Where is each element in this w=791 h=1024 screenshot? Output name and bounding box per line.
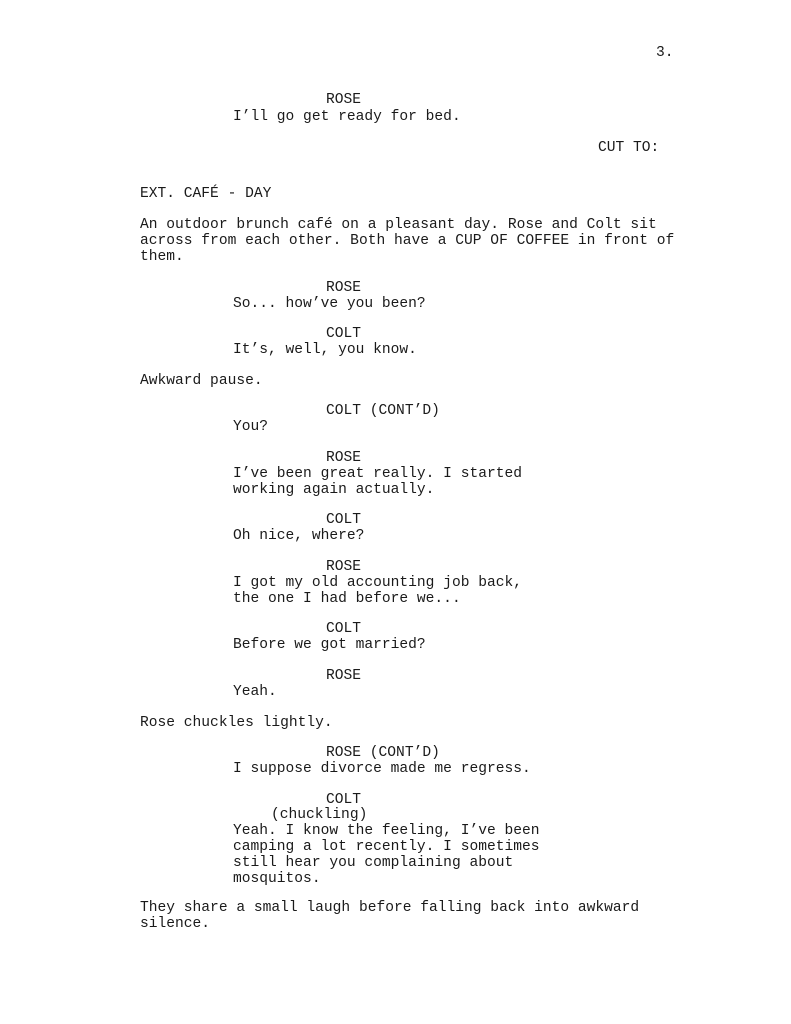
character-name: COLT (CONT’D) <box>326 403 440 419</box>
dialogue-line: I’ll go get ready for bed. <box>233 109 461 125</box>
action-line: silence. <box>140 916 211 932</box>
dialogue-line: the one I had before we... <box>233 591 461 607</box>
dialogue-line: Yeah. I know the feeling, I’ve been <box>233 823 540 839</box>
scene-heading: EXT. CAFÉ - DAY <box>140 186 272 202</box>
dialogue-line: Oh nice, where? <box>233 528 365 544</box>
character-name: COLT <box>326 792 362 808</box>
dialogue-line: working again actually. <box>233 482 435 498</box>
parenthetical: (chuckling) <box>271 807 368 823</box>
action-line: An outdoor brunch café on a pleasant day. Rose and Colt sit <box>140 217 657 233</box>
character-name: COLT <box>326 621 362 637</box>
character-name: ROSE <box>326 450 362 466</box>
dialogue-line: camping a lot recently. I sometimes <box>233 839 540 855</box>
dialogue-line: I got my old accounting job back, <box>233 575 523 591</box>
dialogue-line: mosquitos. <box>233 871 321 887</box>
action-line: them. <box>140 249 184 265</box>
dialogue-line: It’s, well, you know. <box>233 342 417 358</box>
transition: CUT TO: <box>598 140 660 156</box>
dialogue-line: I’ve been great really. I started <box>233 466 523 482</box>
dialogue-line: Before we got married? <box>233 637 426 653</box>
dialogue-line: You? <box>233 419 269 435</box>
dialogue-line: Yeah. <box>233 684 277 700</box>
dialogue-line: So... how’ve you been? <box>233 296 426 312</box>
character-name: COLT <box>326 326 362 342</box>
action-line: They share a small laugh before falling back into awkward <box>140 900 640 916</box>
character-name: ROSE <box>326 92 362 108</box>
dialogue-line: still hear you complaining about <box>233 855 514 871</box>
action-line: Rose chuckles lightly. <box>140 715 333 731</box>
page-number: 3. <box>656 45 674 61</box>
action-line: Awkward pause. <box>140 373 263 389</box>
character-name: ROSE <box>326 668 362 684</box>
character-name: ROSE (CONT’D) <box>326 745 440 761</box>
character-name: ROSE <box>326 280 362 296</box>
dialogue-line: I suppose divorce made me regress. <box>233 761 531 777</box>
character-name: COLT <box>326 512 362 528</box>
character-name: ROSE <box>326 559 362 575</box>
action-line: across from each other. Both have a CUP OF COFFEE in front of <box>140 233 675 249</box>
